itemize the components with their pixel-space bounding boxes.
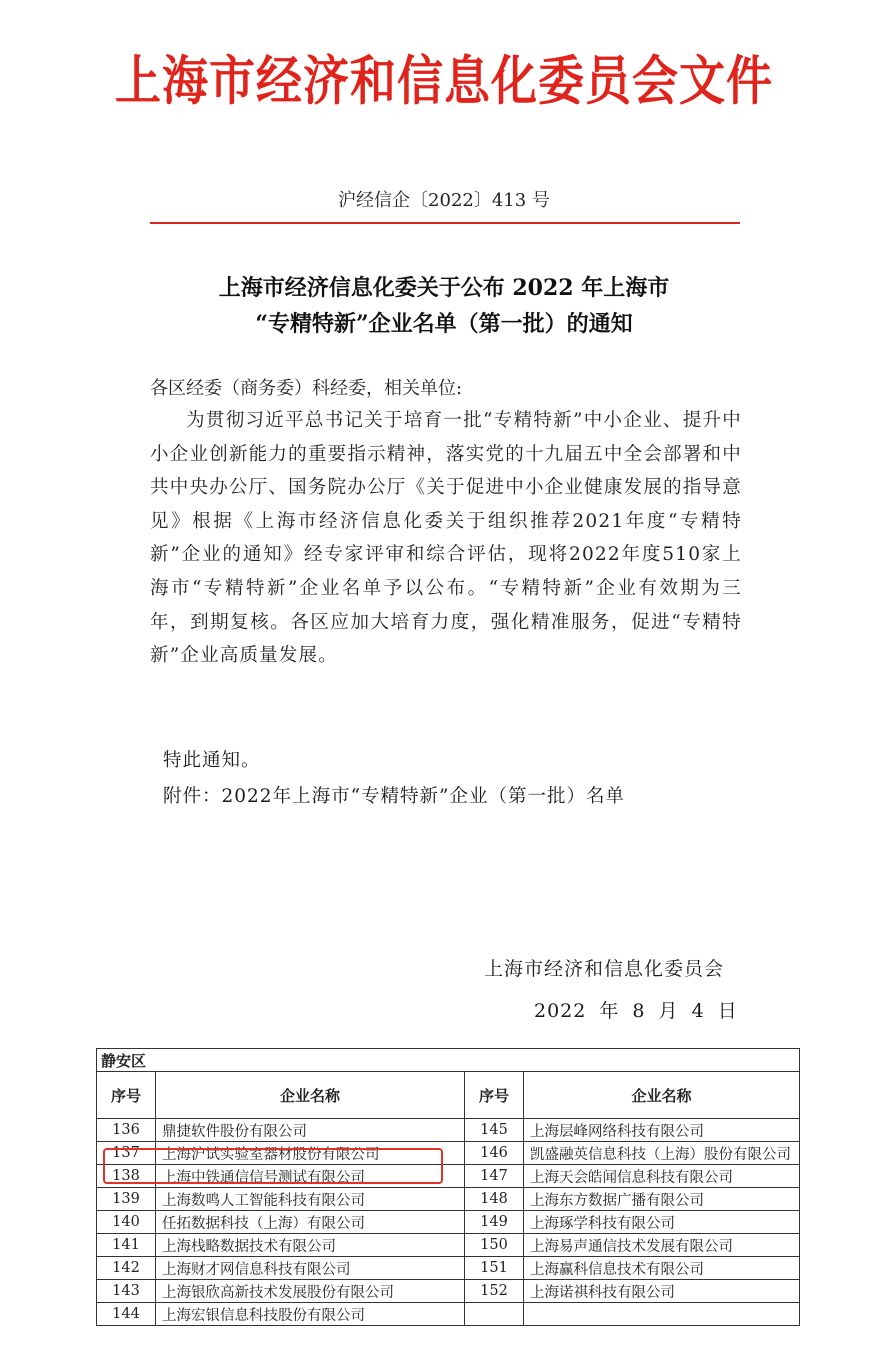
row-company: 上海中铁通信信号测试有限公司: [156, 1165, 465, 1188]
row-company-2: 上海东方数据广播有限公司: [524, 1188, 800, 1211]
red-divider: [150, 222, 740, 224]
row-seq: 137: [97, 1142, 156, 1165]
row-company: 上海栈略数据技术有限公司: [156, 1234, 465, 1257]
row-seq-2: 151: [465, 1257, 524, 1280]
header-row: [97, 1072, 800, 1119]
closing-notice: 特此通知。: [163, 750, 261, 771]
district-name: 静安区: [97, 1049, 800, 1072]
attachment-line: 附件：2022年上海市“专精特新”企业（第一批）名单: [163, 786, 625, 807]
header-seq: 序号: [97, 1072, 156, 1119]
title-line-2: “专精特新”企业名单（第一批）的通知: [255, 311, 633, 337]
row-seq-2: 148: [465, 1188, 524, 1211]
row-seq-2: 145: [465, 1119, 524, 1142]
row-seq: 144: [97, 1303, 156, 1326]
row-seq: 141: [97, 1234, 156, 1257]
row-company: 上海宏银信息科技股份有限公司: [156, 1303, 465, 1326]
table-row: [97, 1119, 800, 1142]
header-name-2: 企业名称: [524, 1072, 800, 1119]
table-row: [97, 1303, 800, 1326]
row-company: 上海银欣高新技术发展股份有限公司: [156, 1280, 465, 1303]
row-seq-2: 152: [465, 1280, 524, 1303]
table-row: [97, 1211, 800, 1234]
row-seq: 138: [97, 1165, 156, 1188]
document-number: 沪经信企〔2022〕413 号: [338, 190, 550, 211]
table-row: [97, 1234, 800, 1257]
row-company-2: 上海琢学科技有限公司: [524, 1211, 800, 1234]
body-paragraph: [150, 404, 742, 673]
district-row: [97, 1049, 800, 1072]
row-company-2: 凯盛融英信息科技（上海）股份有限公司: [524, 1142, 800, 1165]
row-company: 上海数鸣人工智能科技有限公司: [156, 1188, 465, 1211]
header-seq-2: 序号: [465, 1072, 524, 1119]
row-company: 鼎捷软件股份有限公司: [156, 1119, 465, 1142]
row-company-2: 上海赢科信息技术有限公司: [524, 1257, 800, 1280]
highlight-box: [103, 1148, 443, 1184]
header-name: 企业名称: [156, 1072, 465, 1119]
row-company: 任拓数据科技（上海）有限公司: [156, 1211, 465, 1234]
row-seq-2: 150: [465, 1234, 524, 1257]
row-seq: 139: [97, 1188, 156, 1211]
row-seq: 143: [97, 1280, 156, 1303]
enterprise-list-table: [96, 1048, 800, 1326]
row-seq-2: [465, 1303, 524, 1326]
body-text: 为贯彻习近平总书记关于培育一批“专精特新”中小企业、提升中小企业创新能力的重要指示精神，落实党的十九届五中全会部署和中共中央办公厅、国务院办公厅《关于促进中小企业健康发展的指导意见》根据《上海市经济信息化委关于组织推荐2021年度“专精特新”企业的通知》经专家评审和综合评估，现将2022年度510家上海市“专精特新”企业名单予以公布。“专精特新”企业有效期为三年，到期复核。各区应加大培育力度，强化精准服务，促进“专精特新”企业高质量发展。: [150, 410, 742, 667]
row-company-2: 上海易声通信技术发展有限公司: [524, 1234, 800, 1257]
notice-title: [0, 270, 888, 342]
row-company-2: 上海层峰网络科技有限公司: [524, 1119, 800, 1142]
row-company: 上海沪试实验室器材股份有限公司: [156, 1142, 465, 1165]
signing-date: 2022 年 8 月 4 日: [534, 1000, 738, 1022]
table-row: [97, 1280, 800, 1303]
title-line-1: 上海市经济信息化委关于公布 2022 年上海市: [218, 275, 670, 301]
row-seq-2: 147: [465, 1165, 524, 1188]
row-seq: 136: [97, 1119, 156, 1142]
signing-organization: 上海市经济和信息化委员会: [484, 958, 725, 980]
row-company-2: 上海天会皓闻信息科技有限公司: [524, 1165, 800, 1188]
row-company-2: 上海诺祺科技有限公司: [524, 1280, 800, 1303]
table-row: [97, 1188, 800, 1211]
row-company: 上海财才网信息科技有限公司: [156, 1257, 465, 1280]
document-banner: 上海市经济和信息化委员会文件: [115, 49, 773, 112]
row-seq-2: 149: [465, 1211, 524, 1234]
row-seq: 140: [97, 1211, 156, 1234]
row-seq: 142: [97, 1257, 156, 1280]
table-row: [97, 1257, 800, 1280]
row-seq-2: 146: [465, 1142, 524, 1165]
row-company-2: [524, 1303, 800, 1326]
addressee: 各区经委（商务委）科经委，相关单位:: [150, 378, 463, 399]
